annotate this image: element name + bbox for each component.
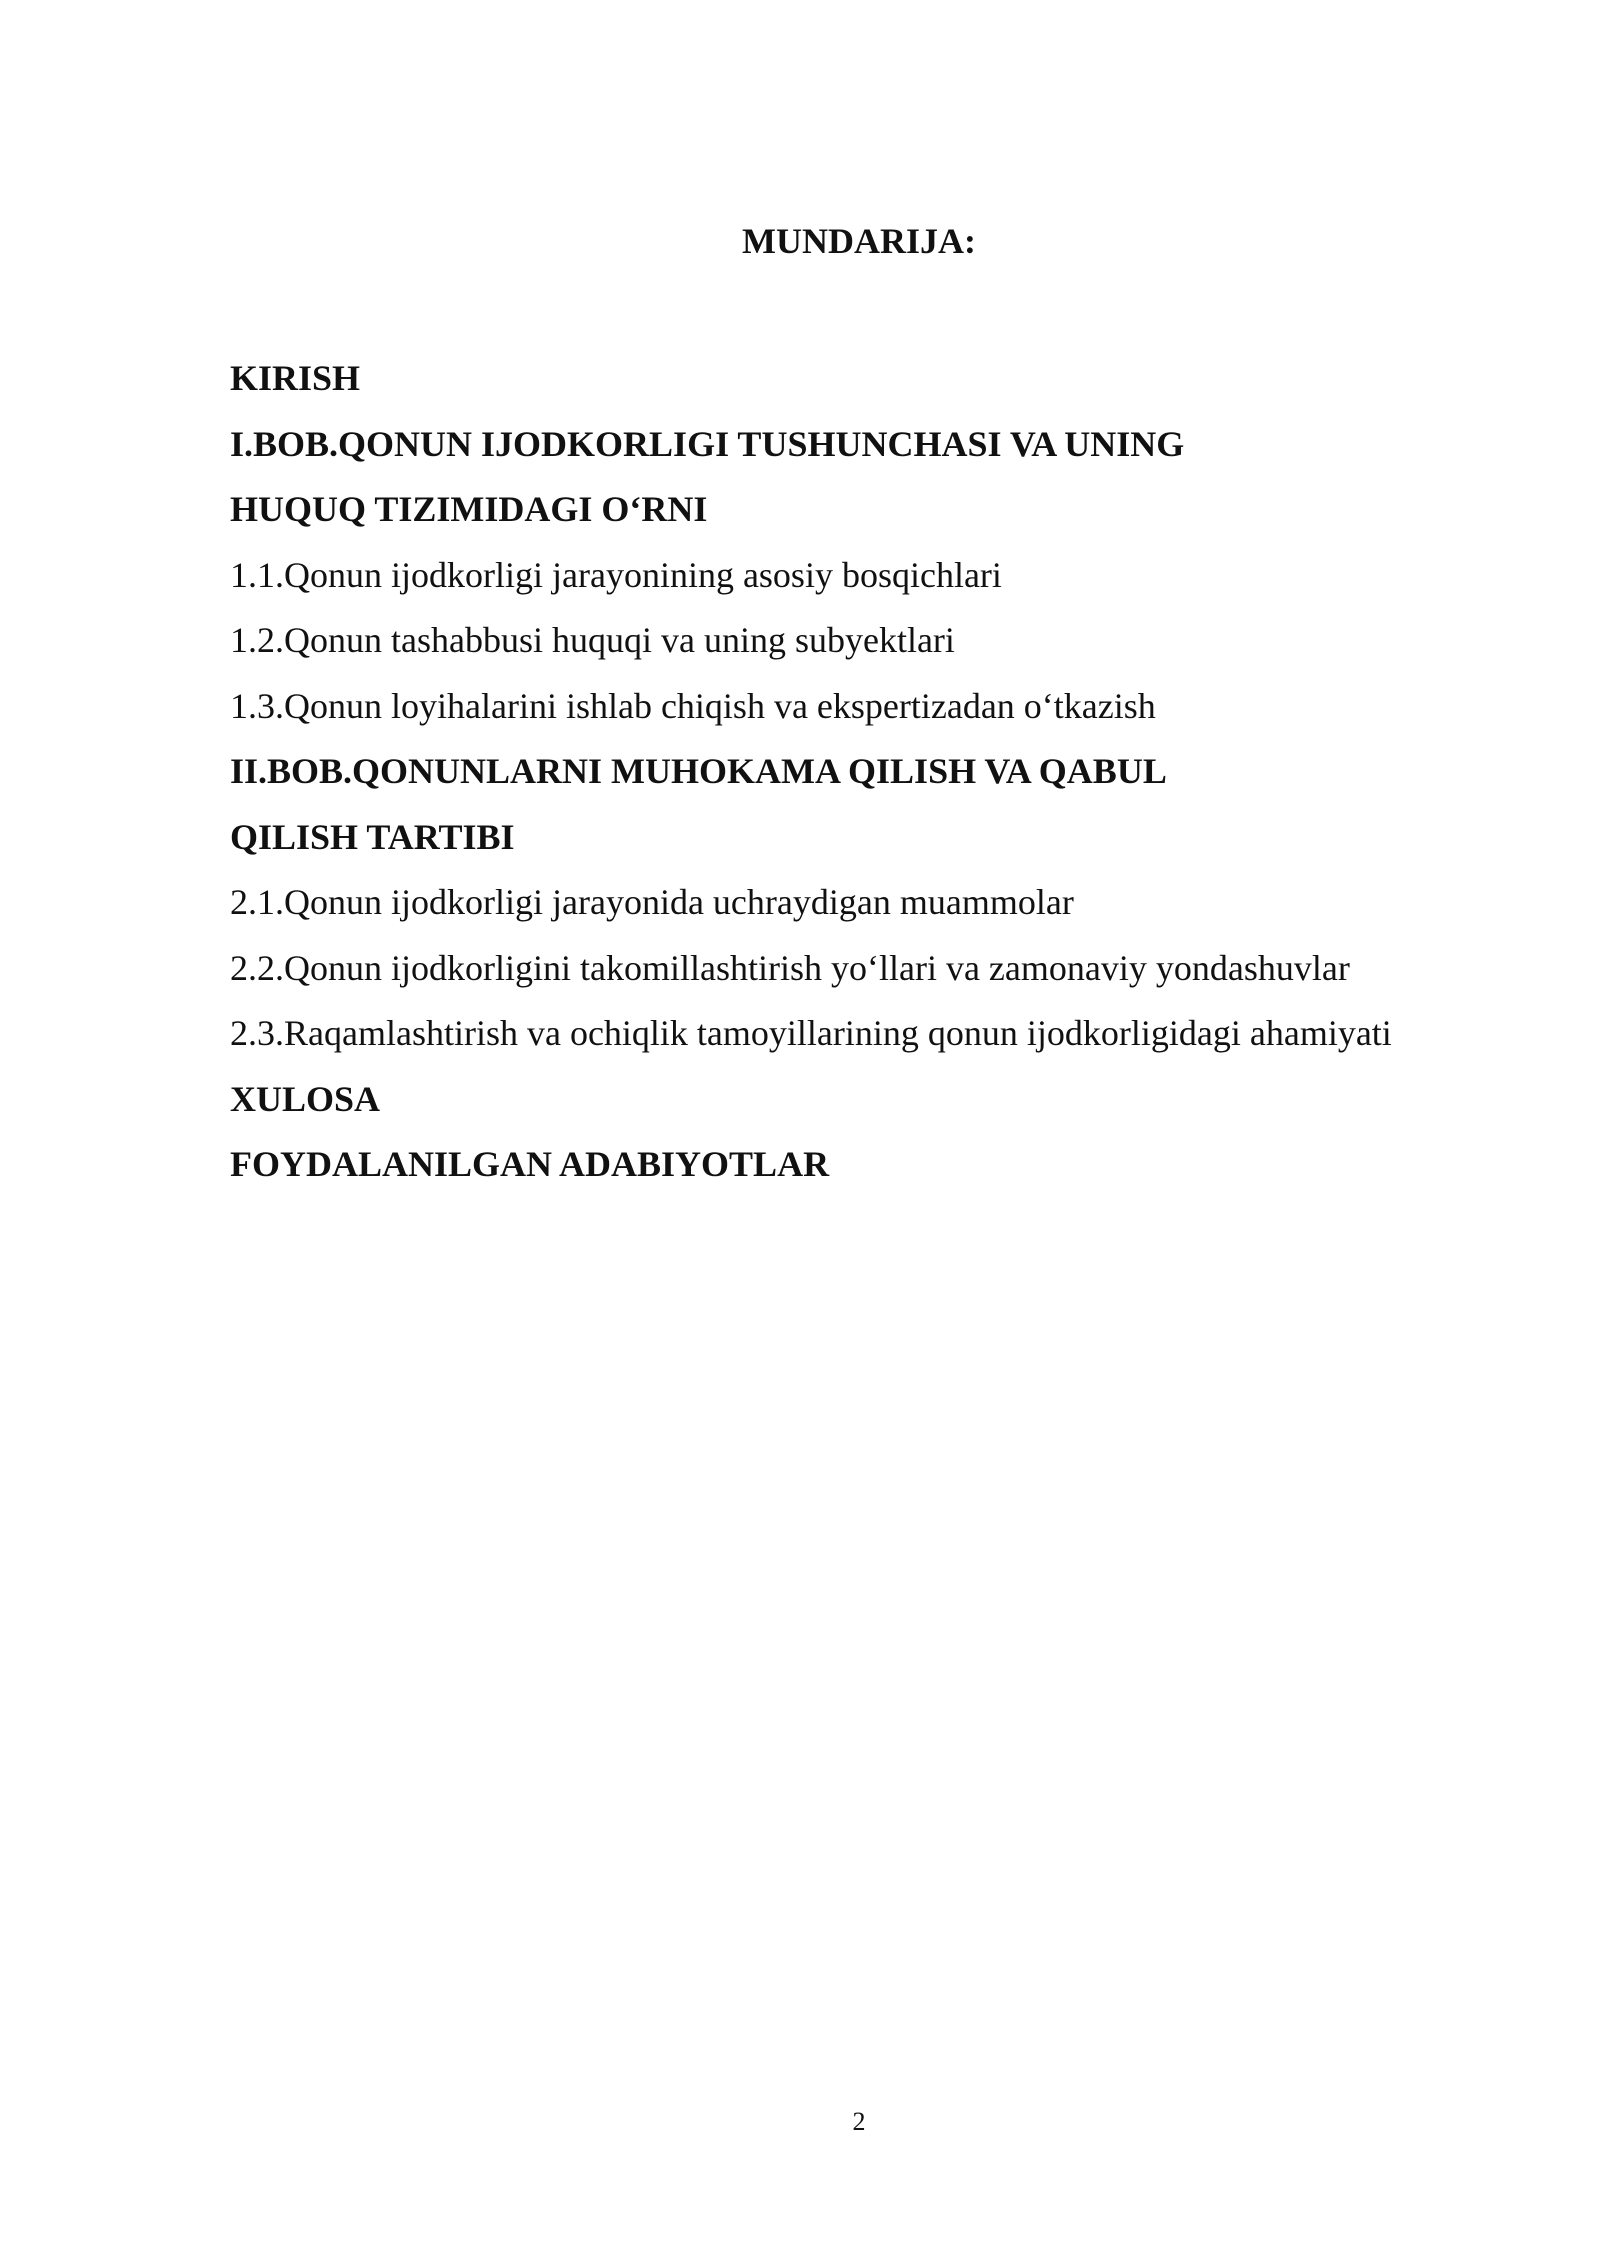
toc-item: 2.3.Raqamlashtirish va ochiqlik tamoyillarining qonun ijodkorligidagi ahamiyati <box>230 1013 1392 1053</box>
toc-item: I.BOB.QONUN IJODKORLIGI TUSHUNCHASI VA UNING <box>230 423 1185 464</box>
page-number: 2 <box>852 2107 866 2136</box>
toc-item: XULOSA <box>230 1078 381 1119</box>
toc-item: 2.2.Qonun ijodkorligini takomillashtirish yo‘llari va zamonaviy yondashuvlar <box>230 947 1350 988</box>
toc-item: 1.1.Qonun ijodkorligi jarayonining asosiy bosqichlari <box>230 554 1002 595</box>
page-title: MUNDARIJA: <box>742 221 976 261</box>
toc-item: FOYDALANILGAN ADABIYOTLAR <box>230 1144 830 1184</box>
toc-item: 1.2.Qonun tashabbusi huquqi va uning subyektlari <box>230 620 955 660</box>
table-of-contents <box>230 346 1530 1198</box>
toc-item: KIRISH <box>230 358 361 398</box>
toc-item: QILISH TARTIBI <box>230 816 515 857</box>
toc-item: 1.3.Qonun loyihalarini ishlab chiqish va ekspertizadan o‘tkazish <box>230 685 1156 726</box>
toc-item: 2.1.Qonun ijodkorligi jarayonida uchraydigan muammolar <box>230 882 1074 922</box>
toc-item: II.BOB.QONUNLARNI MUHOKAMA QILISH VA QABUL <box>230 751 1167 791</box>
toc-item: HUQUQ TIZIMIDAGI O‘RNI <box>230 489 708 529</box>
